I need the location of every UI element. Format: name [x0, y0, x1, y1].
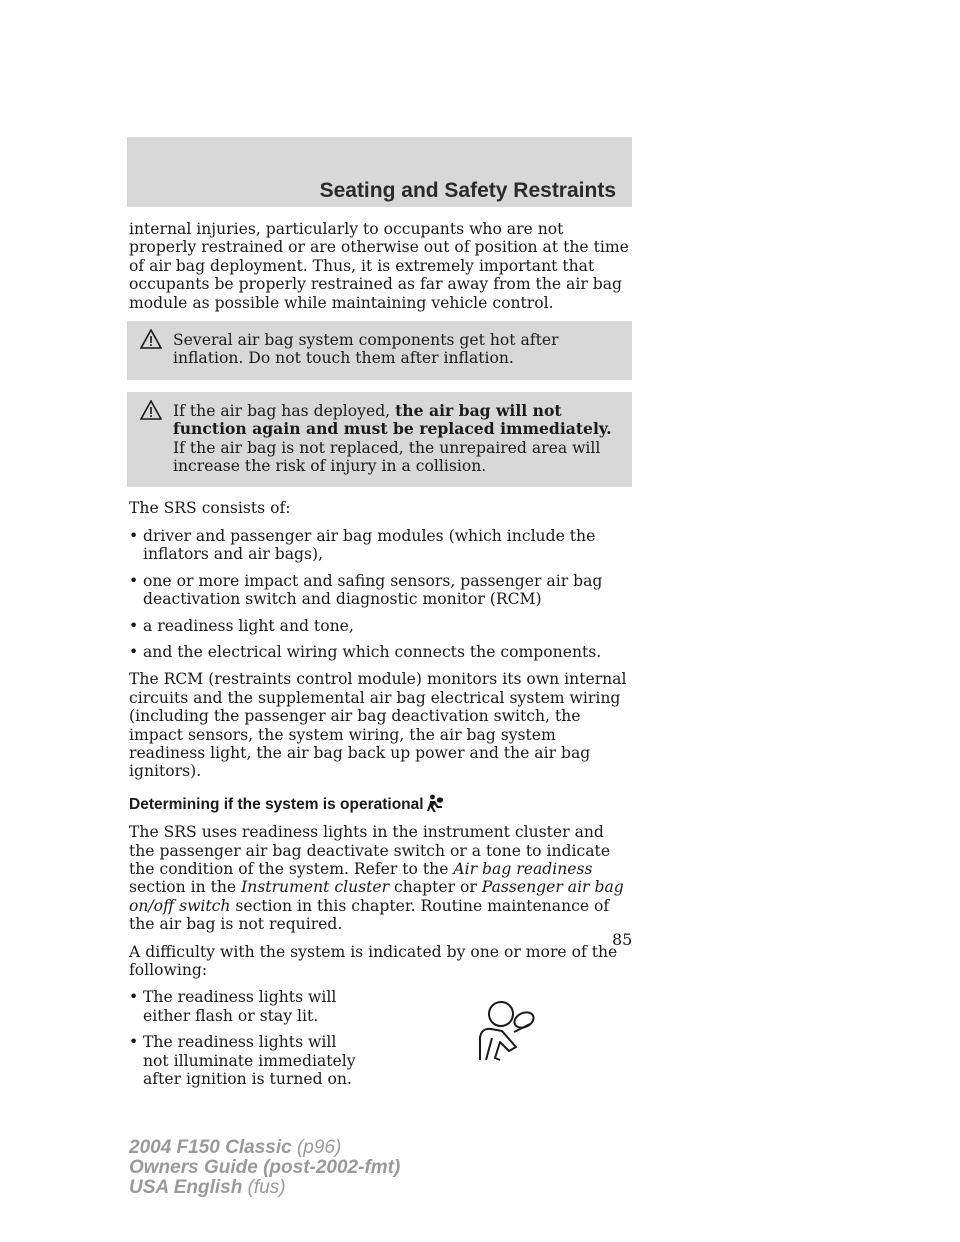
ref-instrument-cluster: Instrument cluster	[241, 878, 390, 897]
section-heading-text: Determining if the system is operational	[129, 795, 424, 813]
intro-paragraph: internal injuries, particularly to occupants who are not properly restrained or are otherwise out of position at the time of air bag deployment. Thus, it is extremely important that occupants be properly restrained as far away from the air bag module as possible while maintaining vehicle control.	[129, 220, 629, 312]
operational-text-1: The SRS uses readiness lights in the instrument cluster and the passenger air bag deactivate switch or a tone to indicate the condition of the system. Refer to the	[129, 823, 611, 878]
list-item: • The readiness lights will not illuminate immediately after ignition is turned on.	[129, 1033, 364, 1088]
ref-passenger-air-bag-switch: Passenger air bag on/off switch	[129, 878, 624, 915]
footer	[129, 1138, 400, 1198]
list-item: • The readiness lights will either flash or stay lit.	[129, 988, 364, 1025]
warning-icon	[140, 400, 162, 420]
warning-text-hot-components: Several air bag system components get hot after inflation. Do not touch them after inflation.	[173, 331, 559, 368]
footer-line-2: Owners Guide (post-2002-fmt)	[129, 1157, 401, 1178]
warning-deployed-prefix: If the air bag has deployed,	[173, 401, 396, 420]
header-band	[127, 137, 632, 207]
page-number: 85	[612, 930, 633, 949]
rcm-paragraph: The RCM (restraints control module) monitors its own internal circuits and the supplemental air bag electrical system wiring (including the passenger air bag deactivation switch, the impact sensors, the system wiring, the air bag system readiness light, the air bag back up power and the air bag ignitors).	[129, 670, 627, 781]
airbag-icon	[472, 998, 542, 1064]
difficulty-section	[129, 988, 632, 1088]
page-title: Seating and Safety Restraints	[319, 179, 616, 202]
airbag-icon	[426, 793, 446, 813]
footer-line-1	[129, 1138, 400, 1158]
operational-text-2: section in the	[129, 878, 242, 897]
footer-model: 2004 F150 Classic	[129, 1137, 292, 1158]
warning-text-deployed	[173, 402, 624, 476]
difficulty-intro: A difficulty with the system is indicated by one or more of the following:	[129, 942, 618, 979]
warning-icon	[140, 329, 162, 349]
footer-page-code: (p96)	[291, 1137, 342, 1158]
ref-air-bag-readiness: Air bag readiness	[453, 859, 593, 878]
list-item: • a readiness light and tone,	[129, 617, 632, 635]
page-content	[129, 220, 632, 1097]
footer-language: USA English	[129, 1177, 243, 1198]
section-heading	[129, 793, 632, 814]
srs-list	[129, 527, 632, 661]
operational-text-4: section in this chapter. Routine maintenance of the air bag is not required.	[129, 896, 610, 934]
warning-box-hot-components	[127, 321, 632, 380]
warning-deployed-suffix: If the air bag is not replaced, the unrepaired area will increase the risk of injury in a collision.	[173, 438, 601, 476]
list-item: • one or more impact and safing sensors, passenger air bag deactivation switch and diagnostic monitor (RCM)	[129, 572, 632, 609]
operational-paragraph	[129, 823, 632, 933]
list-item: • driver and passenger air bag modules (which include the inflators and air bags),	[129, 527, 632, 564]
warning-deployed-bold: the air bag will not function again and must be replaced immediately.	[173, 400, 612, 439]
warning-box-deployed	[127, 392, 632, 488]
difficulty-list	[129, 988, 364, 1088]
footer-language-code: (fus)	[242, 1177, 286, 1198]
srs-intro: The SRS consists of:	[129, 499, 291, 518]
list-item: • and the electrical wiring which connects the components.	[129, 643, 632, 661]
operational-text-3: chapter or	[389, 878, 482, 897]
footer-line-3	[129, 1178, 400, 1198]
